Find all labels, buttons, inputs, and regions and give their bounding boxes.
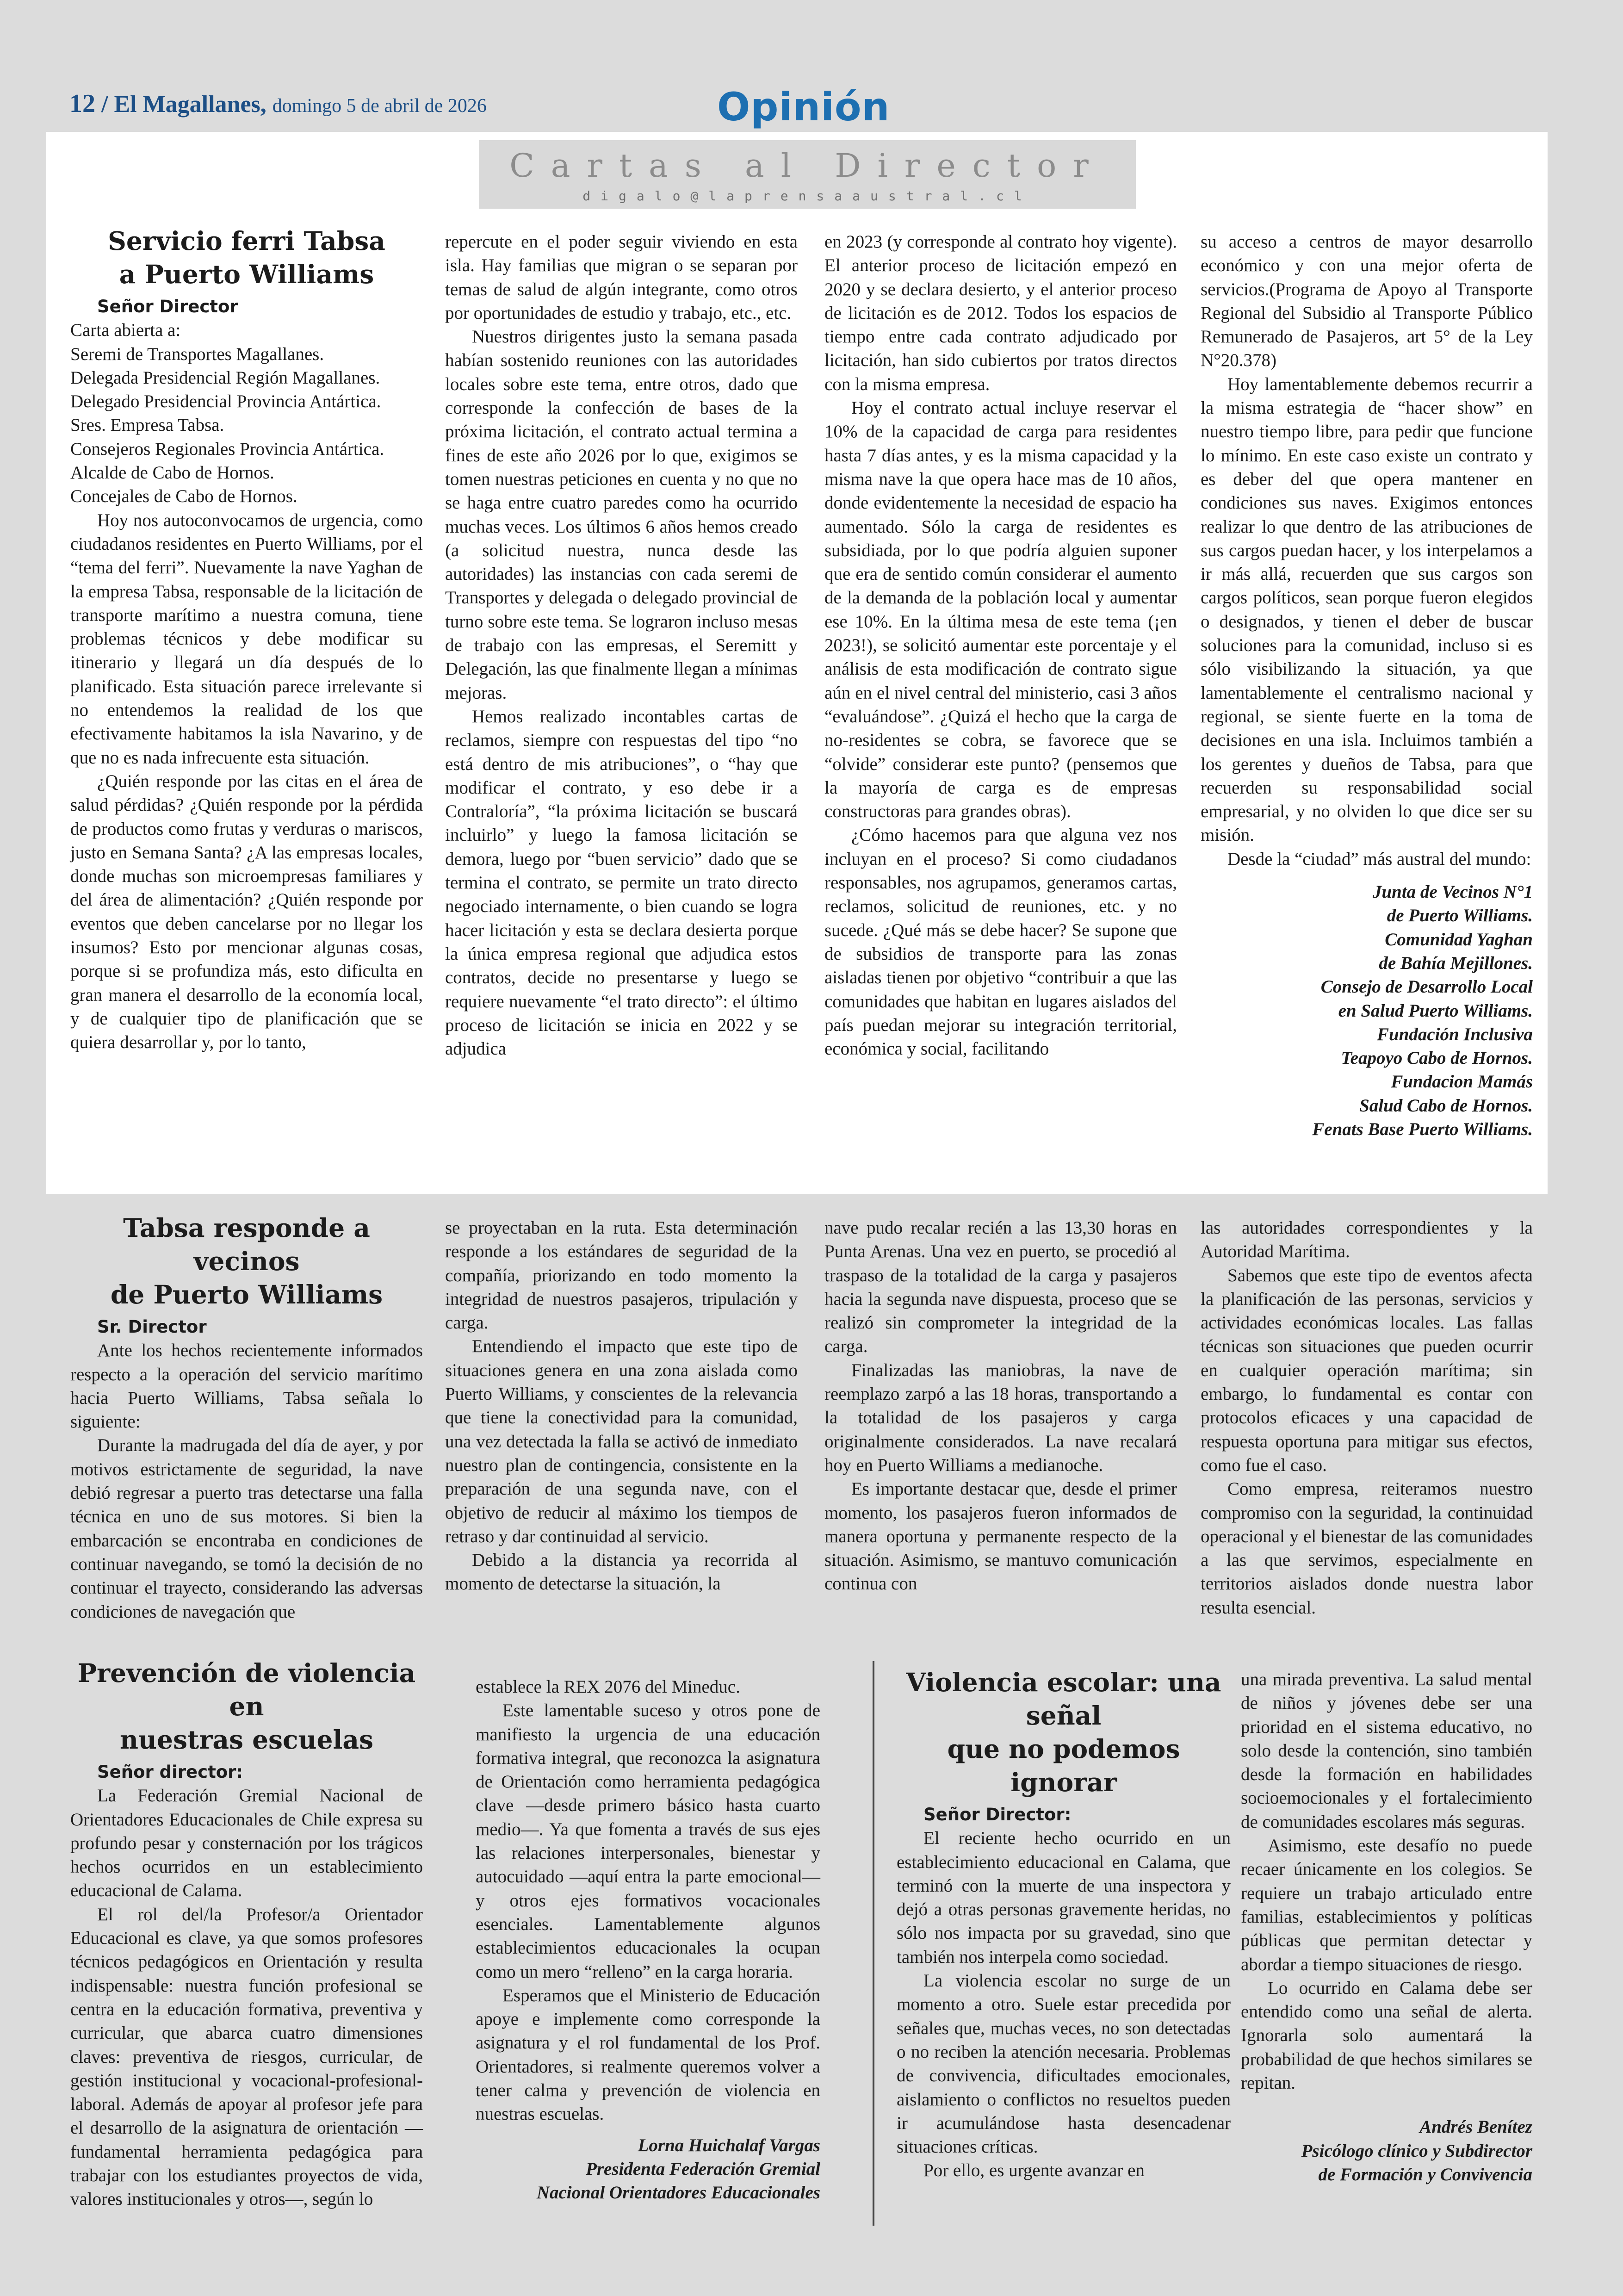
signature-line: Salud Cabo de Hornos. [1359, 1095, 1533, 1116]
letter2-salutation: Sr. Director [97, 1317, 207, 1337]
signature-line: Consejo de Desarrollo Local [1320, 977, 1533, 997]
letter2-paragraph: Entendiendo el impacto que este tipo de situaciones genera en una zona aislada como Puerto Williams, y conscientes de la relevancia que tiene la conectividad para la comunidad, una vez detectada la falla se activó de inmediato nuestro plan de contingencia, consistente en la preparación de una segunda nave, con el objetivo de reducir al máximo los tiempos de retraso y dar continuidad al servicio. [445, 1336, 798, 1546]
signature-line: Junta de Vecinos N°1 [1372, 882, 1533, 902]
letter3-paragraph: establece la REX 2076 del Mineduc. [476, 1677, 740, 1697]
letter2-paragraph: Como empresa, reiteramos nuestro compromiso con la seguridad, la continuidad operacional y el bienestar de las comunidades a las que servimos, especialmente en territorios aislados donde nuestra labor resulta esencial. [1201, 1479, 1533, 1618]
letter4-paragraph: Por ello, es urgente avanzar en [923, 2160, 1145, 2181]
letter4-column-1 [897, 1666, 1231, 2183]
letter2-column-1 [70, 1211, 423, 1624]
signature-line: en Salud Puerto Williams. [1338, 1000, 1533, 1021]
letter4-headline [897, 1666, 1231, 1799]
folio [69, 89, 487, 118]
signature-line: Teapoyo Cabo de Hornos. [1341, 1048, 1533, 1068]
letter1-salutation: Señor Director [97, 297, 238, 316]
letter2-column-3 [824, 1216, 1177, 1596]
letter3-salutation: Señor director: [97, 1762, 243, 1782]
addressee-line: Alcalde de Cabo de Hornos. [70, 463, 274, 483]
letter1-column-2 [445, 230, 798, 1061]
addressee-line: Delegado Presidencial Provincia Antártica. [70, 391, 381, 412]
banner-title: Cartas al Director [509, 147, 1105, 185]
letter1-paragraph: su acceso a centros de mayor desarrollo económico y con una mejor oferta de servicios.(Programa de Apoyo al Transporte Regional del Subsidio al Transporte Público Remunerado de Pasajeros, art 5° de la Ley N°20.378) [1201, 232, 1533, 371]
letter1-column-4 [1201, 230, 1533, 1141]
addressee-line: Delegada Presidencial Región Magallanes. [70, 367, 380, 388]
signature-line: Fundacion Mamás [1391, 1072, 1533, 1092]
letter1-paragraph: repercute en el poder seguir viviendo en esta isla. Hay familias que migran o se separan por temas de salud de algún integrante, como otros por oportunidades de estudio y trabajo, etc., etc. [445, 232, 798, 323]
letter3-paragraph: Esperamos que el Ministerio de Educación apoye e implemente como corresponde la asignatura y el rol fundamental de los Prof. Orientadores, si realmente queremos volver a tener calma y prevención de violencia en nuestras escuelas. [476, 1985, 820, 2124]
letter4-paragraph: La violencia escolar no surge de un momento a otro. Suele estar precedida por señales que, muchas veces, no son detectadas o no reciben la atención necesaria. Problemas de convivencia, dificultades emocionales, aislamiento o conflictos no resueltos pueden ir acumulándose hasta desencadenar situaciones críticas. [897, 1971, 1231, 2157]
letter3-headline-line: Prevención de violencia en [77, 1658, 416, 1721]
letters-banner [479, 140, 1136, 209]
letter-panel-schools [46, 1647, 1548, 2244]
letter1-paragraph: Nuestros dirigentes justo la semana pasada habían sostenido reuniones con las autoridades locales sobre este tema, entre otros, dado que corresponde la confección de bases de la próxima licitación, el contrato actual termina a fines de este año 2026 por lo que, exigimos se tomen nuestras peticiones en cuenta y no que no se haga entre cuatro paredes como ha ocurrido muchas veces. Los últimos 6 años hemos creado (a solicitud nuestra, nunca desde las autoridades) las instancias con cada seremi de Transportes y delegada o delegado provincial de turno sobre este tema. Se lograron incluso mesas de trabajo con las empresas, el Seremitt y Delegación, las que finalmente llegan a mínimas mejoras. [445, 327, 798, 703]
letter3-headline [70, 1657, 423, 1756]
letter1-signatures [1201, 880, 1533, 1141]
letter4-paragraph: una mirada preventiva. La salud mental de niños y jóvenes debe ser una prioridad en el sistema educativo, no solo desde la contención, sino también desde la formación en habilidades socioemocionales y el fortalecimiento de comunidades escolares más seguras. [1241, 1669, 1532, 1832]
signature-line: de Bahía Mejillones. [1379, 953, 1533, 973]
folio-separator: / [101, 91, 108, 118]
letter3-signatures [476, 2134, 820, 2205]
letter2-paragraph: nave pudo recalar recién a las 13,30 horas en Punta Arenas. Una vez en puerto, se procedió al traspaso de la totalidad de la carga y pasajeros hacia la segunda nave dispuesta, proceso que se realizó sin comprometer la integridad de la carga. [824, 1218, 1177, 1357]
letter1-headline [70, 224, 423, 291]
issue-date: domingo 5 de abril de 2026 [272, 95, 487, 117]
signature-line: Presidenta Federación Gremial [586, 2159, 820, 2179]
letter1-paragraph: Hoy nos autoconvocamos de urgencia, como ciudadanos residentes en Puerto Williams, por el “tema del ferri”. Nuevamente la nave Yaghan de la empresa Tabsa, responsable de la licitación de transporte marítimo a nuestra comuna, tiene problemas técnicos y debe modificar su itinerario y llegará un día después de lo planificado. Esta situación parece irrelevante si no entendemos la realidad de los que efectivamente habitamos la isla Navarino, y de que no es nada infrecuente esta situación. [70, 510, 423, 768]
signature-line: Psicólogo clínico y Subdirector [1301, 2141, 1532, 2161]
signature-line: de Formación y Convivencia [1318, 2164, 1532, 2184]
letter2-paragraph: las autoridades correspondientes y la Autoridad Marítima. [1201, 1218, 1533, 1262]
letter2-headline-line: Tabsa responde a vecinos [123, 1213, 370, 1276]
letter4-headline-line: que no podemos ignorar [947, 1734, 1180, 1797]
letter1-column-3 [824, 230, 1177, 1061]
addressee-line: Sres. Empresa Tabsa. [70, 415, 224, 435]
letter-panel-ferri [46, 132, 1548, 1194]
letter3-column-1 [70, 1657, 423, 2211]
addressee-line: Carta abierta a: [70, 320, 181, 341]
letter2-column-2 [445, 1216, 798, 1596]
letter2-paragraph: Es importante destacar que, desde el primer momento, los pasajeros fueron informados de manera oportuna y permanente respecto de la situación. Asimismo, se mantuvo comunicación continua con [824, 1479, 1177, 1594]
letter2-paragraph: Sabemos que este tipo de eventos afecta la planificación de las personas, servicios y actividades económicas locales. Las fallas técnicas son situaciones que pueden ocurrir en cualquier operación marítima; sin embargo, lo fundamental es contar con protocolos eficaces y una capacidad de respuesta oportuna para mitigar sus efectos, como fue el caso. [1201, 1265, 1533, 1475]
letter3-paragraph: La Federación Gremial Nacional de Orientadores Educacionales de Chile expresa su profundo pesar y consternación por los trágicos hechos ocurridos en un establecimiento educacional de Calama. [70, 1786, 423, 1901]
section-title: Opinión [717, 84, 890, 130]
letter2-paragraph: se proyectaban en la ruta. Esta determinación responde a los estándares de seguridad de la compañía, priorizando en todo momento la integridad de nuestros pasajeros, tripulación y carga. [445, 1218, 798, 1333]
masthead [69, 84, 1559, 130]
letter4-column-2 [1241, 1668, 1532, 2186]
letter2-paragraph: Durante la madrugada del día de ayer, y por motivos estrictamente de seguridad, la nave debió regresar a puerto tras detectarse una falla técnica en uno de sus motores. Si bien la embarcación se encontraba en condiciones de continuar navegando, se tomó la decisión de no continuar el trayecto, considerando las adversas condiciones de navegación que [70, 1435, 423, 1622]
signature-line: Fenats Base Puerto Williams. [1312, 1119, 1533, 1139]
letter3-paragraph: Este lamentable suceso y otros pone de manifiesto la urgencia de una educación formativa integral, que reconozca la asignatura de Orientación como herramienta pedagógica clave —desde primero básico hasta cuarto medio—. Ya que fomenta a través de sus ejes las relaciones interpersonales, bienestar y autocuidado —aquí entra la parte emocional— y otros ejes formativos vocacionales esenciales. Lamentablemente algunos establecimientos educacionales la ocupan como un mero “relleno” en la carga horaria. [476, 1700, 820, 1982]
signature-line: Fundación Inclusiva [1376, 1024, 1533, 1044]
letter4-paragraph: Lo ocurrido en Calama debe ser entendido como una señal de alerta. Ignorarla solo aumentará la probabilidad de que hechos similares se repitan. [1241, 1978, 1532, 2093]
letter4-salutation: Señor Director: [923, 1805, 1072, 1824]
letter2-column-4 [1201, 1216, 1533, 1620]
paper-name: El Magallanes, [114, 91, 266, 118]
column-divider [873, 1661, 874, 2226]
letter3-headline-line: nuestras escuelas [120, 1725, 373, 1755]
letter3-column-2 [476, 1675, 820, 2205]
letter1-paragraph: Desde la “ciudad” más austral del mundo: [1227, 849, 1531, 869]
letter1-paragraph: ¿Cómo hacemos para que alguna vez nos incluyan en el proceso? Si como ciudadanos responsables, nos agrupamos, generamos cartas, reclamos, solicitud de reuniones, etc. y no sucede. ¿Qué más se debe hacer? Se supone que de subsidios de transporte para las zonas aisladas tienen por objetivo “contribuir a que las comunidades que habitan en lugares aislados del país puedan mejorar su integración territorial, económica y social, facilitando [824, 825, 1177, 1059]
letter4-headline-line: Violencia escolar: una señal [906, 1667, 1221, 1731]
letter2-headline-line: de Puerto Williams [110, 1279, 383, 1309]
signature-line: de Puerto Williams. [1387, 906, 1533, 926]
letter4-paragraph: Asimismo, este desafío no puede recaer únicamente en los colegios. Se requiere un trabajo articulado entre familias, establecimientos y políticas públicas que permitan detectar y abordar a tiempo situaciones de riesgo. [1241, 1836, 1532, 1974]
letter1-paragraph: Hemos realizado incontables cartas de reclamos, siempre con respuestas del tipo “no está dentro de mis atribuciones”, o “hay que modificar el contrato, y eso debe ir a Contraloría”, “la próxima licitación se buscará incluirlo” y luego la famosa licitación se demora, luego por “buen servicio” dado que se termina el contrato, se permite un trato directo negociado internamente, o bien cuando se logra hacer licitación y esta se declara desierta porque la única empresa regional que adjudica estos contratos, decide no presentarse y luego se requiere nuevamente “el trato directo”: el último proceso de licitación se inicia en 2022 y se adjudica [445, 706, 798, 1059]
letter4-signatures [1241, 2115, 1532, 2186]
letter2-headline [70, 1211, 423, 1311]
letter1-paragraph: Hoy el contrato actual incluye reservar el 10% de la capacidad de carga para residentes hasta 7 días antes, y es la misma capacidad y la misma nave la que opera hace mas de 10 años, donde evidentemente la necesidad de espacio ha aumentado. Sólo la carga de residentes es subsidiada, por lo que podría alguien suponer que era de sentido común considerar el aumento de la demanda de la población local y aumentar ese 10%. En la última mesa de este tema (¡en 2023!), se solicitó aumentar este porcentaje y el análisis de esta modificación de contrato sigue aún en el nivel central del ministerio, casi 3 años “evaluándose”. ¿Quizá el hecho que la carga de no-residentes se cobra, se favorece que se “olvide” considerar este punto? (pensemos que la mayoría de carga es de empresas constructoras para grandes obras). [824, 398, 1177, 822]
letter2-paragraph: Debido a la distancia ya recorrida al momento de detectarse la situación, la [445, 1550, 798, 1594]
letter3-paragraph: El rol del/la Profesor/a Orientador Educacional es clave, ya que somos profesores técnicos pedagógicos en Orientación y resulta indispensable: nuestra función profesional se centra en la educación formativa, preventiva y curricular, que abarca cuatro dimensiones claves: preventiva de riesgos, curricular, de gestión institucional y vocacional-profesional-laboral. Además de apoyar al profesor jefe para el desarrollo de la asignatura de orientación —fundamental herramienta pedagógica para trabajar con los estudiantes proyectos de vida, valores institucionales y otros—, según lo [70, 1904, 423, 2209]
letter1-paragraph: Hoy lamentablemente debemos recurrir a la misma estrategia de “hacer show” en nuestro tiempo libre, para pedir que funcione lo mínimo. En este caso existe un contrato y es deber del que opera mantener en condiciones sus naves. Exigimos entonces realizar lo que dentro de las atribuciones de sus cargos puedan hacer, y los interpelamos a ir más allá, recuerden que sus cargos son cargos políticos, sean porque fueron elegidos o designados, y tienen el deber de buscar soluciones para la comunidad, incluso si es sólo visibilizando la situación, ya que lamentablemente el centralismo nacional y regional, se siente fuerte en la toma de decisiones en una isla. Incluimos también a los gerentes y dueños de Tabsa, para que recuerden su responsabilidad social empresarial, y no olviden lo que dice ser su misión. [1201, 374, 1533, 845]
letter1-headline-line: Servicio ferri Tabsa [108, 226, 385, 256]
letter1-paragraph: en 2023 (y corresponde al contrato hoy vigente). El anterior proceso de licitación empezó en 2020 y se declara desierto, y el anterior proceso de licitación es de 2012. Todos los espacios de tiempo entre cada contrato adjudicado por licitación, han sido cubiertos por tratos directos con la misma empresa. [824, 232, 1177, 394]
letter1-paragraph: ¿Quién responde por las citas en el área de salud pérdidas? ¿Quién responde por la pérdida de productos como frutas y verduras o mariscos, justo en Semana Santa? ¿A las empresas locales, donde muchas son microempresas familiares y del área de alimentación? ¿Quién responde por eventos que deben cancelarse por no llegar los insumos? Esto por mencionar algunas cosas, porque si se profundiza más, esto dificulta en gran manera el desarrollo de la economía local, y de cualquier tipo de planificación que se quiera desarrollar y, por lo tanto, [70, 771, 423, 1053]
letter2-paragraph: Finalizadas las maniobras, la nave de reemplazo zarpó a las 18 horas, transportando a la totalidad de los pasajeros y carga originalmente considerados. La nave recalará hoy en Puerto Williams a medianoche. [824, 1360, 1177, 1475]
signature-line: Comunidad Yaghan [1385, 929, 1533, 949]
letter1-column-1 [70, 224, 423, 1055]
letter1-headline-line: a Puerto Williams [119, 259, 374, 289]
banner-email: digalo@laprensaaustral.cl [582, 188, 1032, 204]
addressee-line: Seremi de Transportes Magallanes. [70, 344, 324, 364]
signature-line: Lorna Huichalaf Vargas [638, 2135, 820, 2155]
page-number: 12 [69, 89, 95, 118]
signature-line: Andrés Benítez [1419, 2117, 1532, 2137]
letter4-paragraph: El reciente hecho ocurrido en un establecimiento educacional en Calama, que terminó con la muerte de una inspectora y dejó a otras personas gravemente heridas, no sólo nos impacta por su gravedad, sino que también nos interpela como sociedad. [897, 1828, 1231, 1967]
addressee-line: Concejales de Cabo de Hornos. [70, 486, 297, 507]
signature-line: Nacional Orientadores Educacionales [536, 2183, 820, 2203]
letter2-paragraph: Ante los hechos recientemente informados respecto a la operación del servicio marítimo hacia Puerto Williams, Tabsa señala lo siguiente: [70, 1340, 423, 1432]
letter-panel-tabsa [46, 1202, 1548, 1632]
addressee-line: Consejeros Regionales Provincia Antártica. [70, 439, 384, 459]
